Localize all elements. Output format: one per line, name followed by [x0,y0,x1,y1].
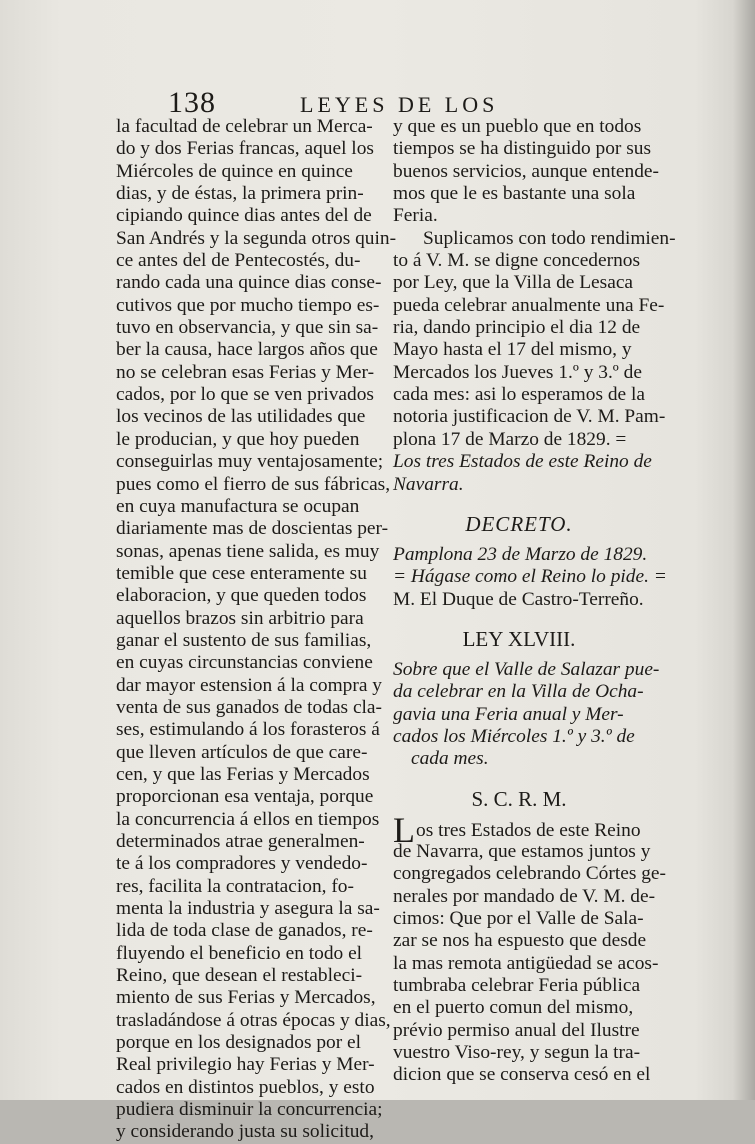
text-line: ses, estimulando á los forasteros á [116,719,380,741]
text-line: gavia una Feria anual y Mer- [393,703,624,725]
text-line: rando cada una quince dias conse- [116,272,382,294]
text-line: en cuya manufactura se ocupan [116,495,360,517]
text-line: cados los Miércoles 1.º y 3.º de [393,725,635,747]
text-line: Suplicamos con todo rendimien- [423,227,676,249]
running-head: LEYES DE LOS [300,92,499,117]
binding-shadow [733,0,755,1100]
text-line: do y dos Ferias francas, aquel los [116,138,374,160]
text-line: Real privilegio hay Ferias y Mer- [116,1054,375,1076]
final-first-line-text: os tres Estados de este Reino [416,819,641,841]
scrm-heading: S. C. R. M. [471,786,567,811]
text-line: plona 17 de Marzo de 1829. = [393,428,627,450]
text-line: congregados celebrando Córtes ge- [393,863,666,885]
text-line: pues como el fierro de sus fábricas, [116,473,391,495]
text-line: en el puerto comun del mismo, [393,997,634,1019]
text-line: la facultad de celebrar un Merca- [116,116,373,137]
text-line: Los tres Estados de este Reino de [393,451,652,473]
text-line: Miércoles de quince en quince [116,160,353,182]
decreto-heading: DECRETO. [465,511,573,536]
text-line: ria, dando principio el dia 12 de [393,317,641,339]
text-line: notoria justificacion de V. M. Pam- [393,406,666,428]
text-line: menta la industria y asegura la sa- [116,898,380,920]
text-line: cada mes. [411,748,489,770]
text-line: cipiando quince dias antes del de [116,205,372,227]
text-line: miento de sus Ferias y Mercados, [116,987,376,1009]
text-line: cimos: Que por el Valle de Sala- [393,907,644,929]
text-line: Sobre que el Valle de Salazar pue- [393,658,660,680]
text-line: pudiera disminuir la concurrencia; [116,1099,383,1121]
text-line: zar se nos ha espuesto que desde [393,930,647,952]
ley-heading: LEY XLVIII. [462,626,576,651]
text-line: elaboracion, y que queden todos [116,585,367,607]
text-line: cutivos que por mucho tiempo es- [116,294,380,316]
text-line: tuvo en observancia, y que sin sa- [116,317,379,339]
text-line: venta de sus ganados de todas cla- [116,696,382,718]
text-line: la concurrencia á ellos en tiempos [116,808,380,830]
ley-summary [393,658,660,771]
text-line: proporcionan esa ventaja, porque [116,786,374,808]
final-paragraph [393,840,666,1087]
text-line: de Navarra, que estamos juntos y [393,840,651,862]
text-line: buenos servicios, aunque entende- [393,160,659,182]
text-line: cen, y que las Ferias y Mercados [116,763,370,785]
page-number: 138 [168,86,216,119]
text-line: da celebrar en la Villa de Ocha- [393,681,644,703]
petition-paragraph [393,227,676,451]
text-line: tiempos se ha distinguido por sus [393,138,651,160]
text-line: que lleven artículos de que care- [116,741,368,763]
text-line: mos que le es bastante una sola [393,183,636,205]
text-line: Mercados los Jueves 1.º y 3.º de [393,361,642,383]
right-column [393,116,676,1087]
text-line: te á los compradores y vendedo- [116,853,368,875]
decreto-order: = Hágase como el Reino lo pide. = [393,566,667,588]
text-line: dicion que se conserva cesó en el [393,1064,651,1086]
petition-signature [393,451,652,496]
text-line: Reino, que desean el restableci- [116,965,363,987]
paragraph-continuation [393,116,659,228]
text-line: cados en distintos pueblos, y esto [116,1076,375,1098]
text-line: ber la causa, hace largos años que [116,339,378,361]
text-line: no se celebran esas Ferias y Mer- [116,361,375,383]
left-column [116,116,397,1144]
text-line: cados, por lo que se ven privados [116,384,374,406]
text-line: tumbraba celebrar Feria pública [393,975,641,996]
text-line: prévio permiso anual del Ilustre [393,1019,640,1041]
text-line: Navarra. [393,473,464,495]
text-line: temible que cese enteramente su [116,562,367,584]
text-line: la mas remota antigüedad se acos- [393,952,659,974]
text-line: fluyendo el beneficio en todo el [116,942,363,964]
text-line: res, facilita la contratacion, fo- [116,875,354,897]
text-line: Feria. [393,205,438,227]
text-line: dar mayor estension á la compra y [116,674,382,696]
text-line: nerales por mandado de V. M. de- [393,885,656,907]
decreto-date: Pamplona 23 de Marzo de 1829. [393,543,648,565]
decreto-signature: M. El Duque de Castro-Terreño. [393,588,644,610]
page-header [168,86,628,118]
text-line: los vecinos de las utilidades que [116,406,366,428]
text-line: porque en los designados por el [116,1032,362,1054]
text-line: trasladándose á otras épocas y dias, [116,1009,391,1031]
text-line: Mayo hasta el 17 del mismo, y [393,339,632,361]
text-line: por Ley, que la Villa de Lesaca [393,272,634,294]
text-line: dias, y de éstas, la primera prin- [116,183,364,205]
text-line: cada mes: asi lo esperamos de la [393,384,645,406]
text-line: aquellos brazos sin arbitrio para [116,607,364,629]
text-line: lida de toda clase de ganados, re- [116,920,373,942]
text-line: ganar el sustento de sus familias, [116,629,372,651]
text-line: to á V. M. se digne concedernos [393,250,641,272]
text-line: y que es un pueblo que en todos [393,116,642,137]
final-first-line [393,809,645,850]
text-line: determinados atrae generalmen- [116,831,365,852]
text-line: conseguirlas muy ventajosamente; [116,451,384,473]
text-line: sonas, apenas tiene salida, es muy [116,540,380,562]
text-line: y considerando justa su solicitud, [116,1121,374,1143]
text-line: San Andrés y la segunda otros quin- [116,227,397,249]
text-line: ce antes del de Pentecostés, du- [116,250,361,272]
text-line: pueda celebrar anualmente una Fe- [393,294,665,316]
text-line: vuestro Viso-rey, y segun la tra- [393,1042,641,1064]
dropcap-initial: L [393,809,415,850]
text-line: le producian, y que hoy pueden [116,428,360,450]
text-line: en cuyas circunstancias conviene [116,652,373,674]
text-line: diariamente mas de doscientas per- [116,518,389,540]
